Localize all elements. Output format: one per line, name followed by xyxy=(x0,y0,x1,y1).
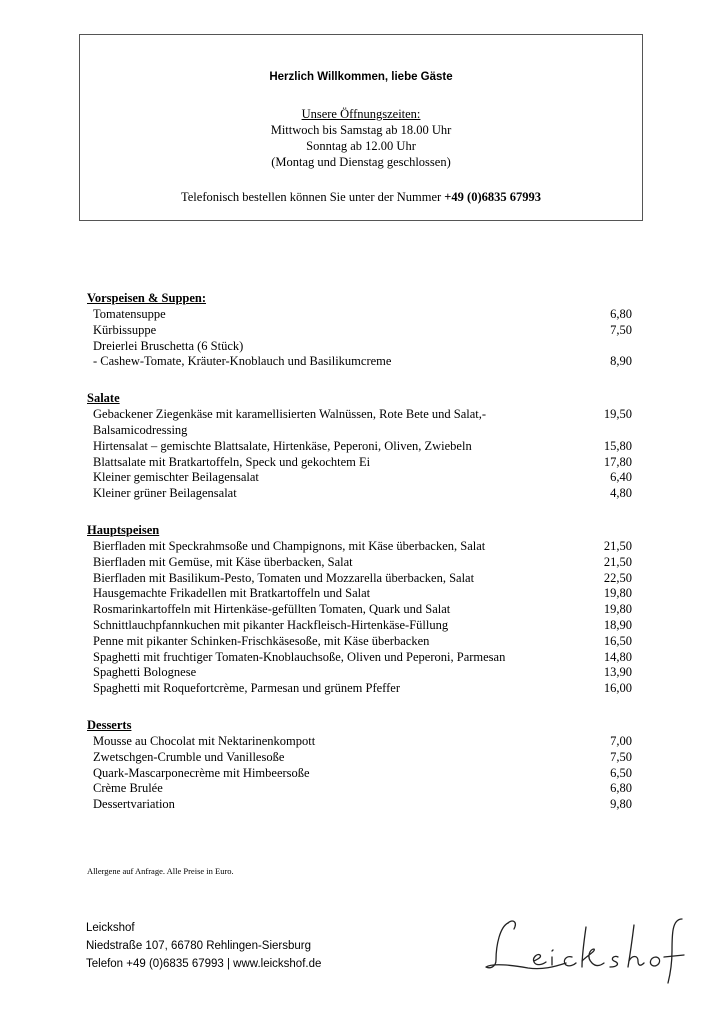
opening-hours-line: (Montag und Dienstag geschlossen) xyxy=(271,155,451,169)
menu-item-price: 18,90 xyxy=(603,617,632,632)
menu-item xyxy=(93,307,632,323)
section-title: Vorspeisen & Suppen: xyxy=(87,291,207,305)
phone-order-line xyxy=(80,189,642,205)
opening-hours-line: Mittwoch bis Samstag ab 18.00 Uhr xyxy=(270,123,452,137)
menu-section xyxy=(87,390,632,502)
menu-item-name: Rosmarinkartoffeln mit Hirtenkäse-gefüllten Tomaten, Quark und Salat xyxy=(93,602,451,617)
phone-order-text: Telefonisch bestellen können Sie unter der Nummer xyxy=(181,190,442,204)
menu-item xyxy=(93,797,632,813)
menu-item-name: Schnittlauchpfannkuchen mit pikanter Hackfleisch-Hirtenkäse-Füllung xyxy=(93,617,449,632)
menu-item-name: Blattsalate mit Bratkartoffeln, Speck und gekochtem Ei xyxy=(93,454,371,469)
menu-item-name: Kleiner grüner Beilagensalat xyxy=(93,486,237,501)
menu-item xyxy=(93,665,632,681)
menu-item-price: 16,00 xyxy=(603,681,632,696)
section-title: Desserts xyxy=(87,717,132,732)
opening-hours-heading: Unsere Öffnungszeiten: xyxy=(301,107,421,121)
menu-item xyxy=(93,470,632,486)
menu-item-price: 17,80 xyxy=(603,454,632,469)
menu-item-price: 6,80 xyxy=(610,781,632,796)
menu-item-price: 7,50 xyxy=(610,322,632,337)
menu-item xyxy=(93,681,632,697)
menu-item xyxy=(93,766,632,782)
menu-item-price: 6,40 xyxy=(610,470,632,485)
footer-address: Niedstraße 107, 66780 Rehlingen-Siersburg xyxy=(86,940,312,952)
menu-item-name: Zwetschgen-Crumble und Vanillesoße xyxy=(93,749,285,764)
section-title: Salate xyxy=(87,391,120,406)
menu-item xyxy=(93,486,632,502)
menu-item-price: 19,50 xyxy=(603,407,632,422)
menu-section xyxy=(87,290,632,370)
menu-item xyxy=(93,539,632,555)
menu-item-price: 21,50 xyxy=(603,554,632,569)
menu-item-price: 7,50 xyxy=(610,749,632,764)
menu-item-name: Spaghetti mit Roquefortcrème, Parmesan und grünem Pfeffer xyxy=(93,681,400,696)
menu-item xyxy=(93,781,632,797)
menu-item-price: 6,50 xyxy=(610,765,632,780)
menu-item-name: Bierfladen mit Basilikum-Pesto, Tomaten und Mozzarella überbacken, Salat xyxy=(93,570,475,585)
menu-item-name: Dessertvariation xyxy=(93,797,175,812)
signature-logo xyxy=(482,905,694,985)
menu-item xyxy=(93,571,632,587)
menu-item xyxy=(93,734,632,750)
menu-item-name: Bierfladen mit Gemüse, mit Käse überbacken, Salat xyxy=(93,554,353,569)
menu-item xyxy=(93,586,632,602)
menu-item xyxy=(93,407,632,439)
menu-item-name: Hausgemachte Frikadellen mit Bratkartoffeln und Salat xyxy=(93,586,371,601)
menu-item xyxy=(93,354,632,370)
menu-item-name: Spaghetti Bolognese xyxy=(93,665,197,680)
footer-name: Leickshof xyxy=(86,922,135,934)
menu-item xyxy=(93,650,632,666)
menu-item xyxy=(93,339,632,355)
menu-item-price: 6,80 xyxy=(610,307,632,321)
opening-hours-line: Sonntag ab 12.00 Uhr xyxy=(306,139,416,153)
menu-items xyxy=(93,539,632,697)
section-title: Hauptspeisen xyxy=(87,522,160,537)
menu xyxy=(87,290,632,833)
menu-item-price: 19,80 xyxy=(603,586,632,601)
menu-section xyxy=(87,717,632,813)
menu-item-name: Kürbissuppe xyxy=(93,322,157,337)
footer xyxy=(86,919,321,973)
menu-items xyxy=(93,307,632,370)
menu-items xyxy=(93,407,632,502)
menu-item-price: 9,80 xyxy=(610,797,632,812)
menu-item-name: Dreierlei Bruschetta (6 Stück) xyxy=(93,338,244,353)
welcome-title: Herzlich Willkommen, liebe Gäste xyxy=(269,71,453,83)
allergens-note: Allergene auf Anfrage. Alle Preise in Euro. xyxy=(87,866,234,876)
menu-item-name: Tomatensuppe xyxy=(93,307,166,321)
phone-number: +49 (0)6835 67993 xyxy=(444,190,541,204)
menu-items xyxy=(93,734,632,813)
menu-item xyxy=(93,323,632,339)
menu-item xyxy=(93,555,632,571)
menu-item-name: Quark-Mascarponecrème mit Himbeersoße xyxy=(93,765,310,780)
menu-item-name: Hirtensalat – gemischte Blattsalate, Hirtenkäse, Peperoni, Oliven, Zwiebeln xyxy=(93,438,472,453)
menu-item-name: Crème Brulée xyxy=(93,781,163,796)
menu-item xyxy=(93,439,632,455)
menu-item-price: 15,80 xyxy=(603,438,632,453)
menu-item-name: Mousse au Chocolat mit Nektarinenkompott xyxy=(93,733,316,748)
menu-item-name: Spaghetti mit fruchtiger Tomaten-Knoblauchsoße, Oliven und Peperoni, Parmesan xyxy=(93,649,506,664)
menu-item-name: Bierfladen mit Speckrahmsoße und Champignons, mit Käse überbacken, Salat xyxy=(93,538,486,553)
menu-section xyxy=(87,522,632,697)
menu-item xyxy=(93,750,632,766)
menu-item-price: 4,80 xyxy=(610,486,632,501)
welcome-box xyxy=(79,34,643,221)
menu-item-name: Penne mit pikanter Schinken-Frischkäsesoße, mit Käse überbacken xyxy=(93,633,430,648)
menu-item-price: 21,50 xyxy=(603,538,632,553)
menu-item-name: - Cashew-Tomate, Kräuter-Knoblauch und Basilikumcreme xyxy=(93,354,392,369)
menu-item xyxy=(93,455,632,471)
menu-item-price: 14,80 xyxy=(603,649,632,664)
menu-item-price: 19,80 xyxy=(603,602,632,617)
menu-item-price: 13,90 xyxy=(603,665,632,680)
menu-item xyxy=(93,634,632,650)
opening-hours xyxy=(80,122,642,170)
menu-item-price: 8,90 xyxy=(610,354,632,369)
menu-item-name: Kleiner gemischter Beilagensalat xyxy=(93,470,259,485)
menu-item xyxy=(93,618,632,634)
menu-item-price: 7,00 xyxy=(610,733,632,748)
menu-item xyxy=(93,602,632,618)
menu-item-price: 22,50 xyxy=(603,570,632,585)
footer-contact: Telefon +49 (0)6835 67993 | www.leickshof.de xyxy=(86,958,322,970)
menu-item-name: Gebackener Ziegenkäse mit karamellisierten Walnüssen, Rote Bete und Salat,- Balsamicodressing xyxy=(93,407,487,437)
menu-item-price: 16,50 xyxy=(603,633,632,648)
